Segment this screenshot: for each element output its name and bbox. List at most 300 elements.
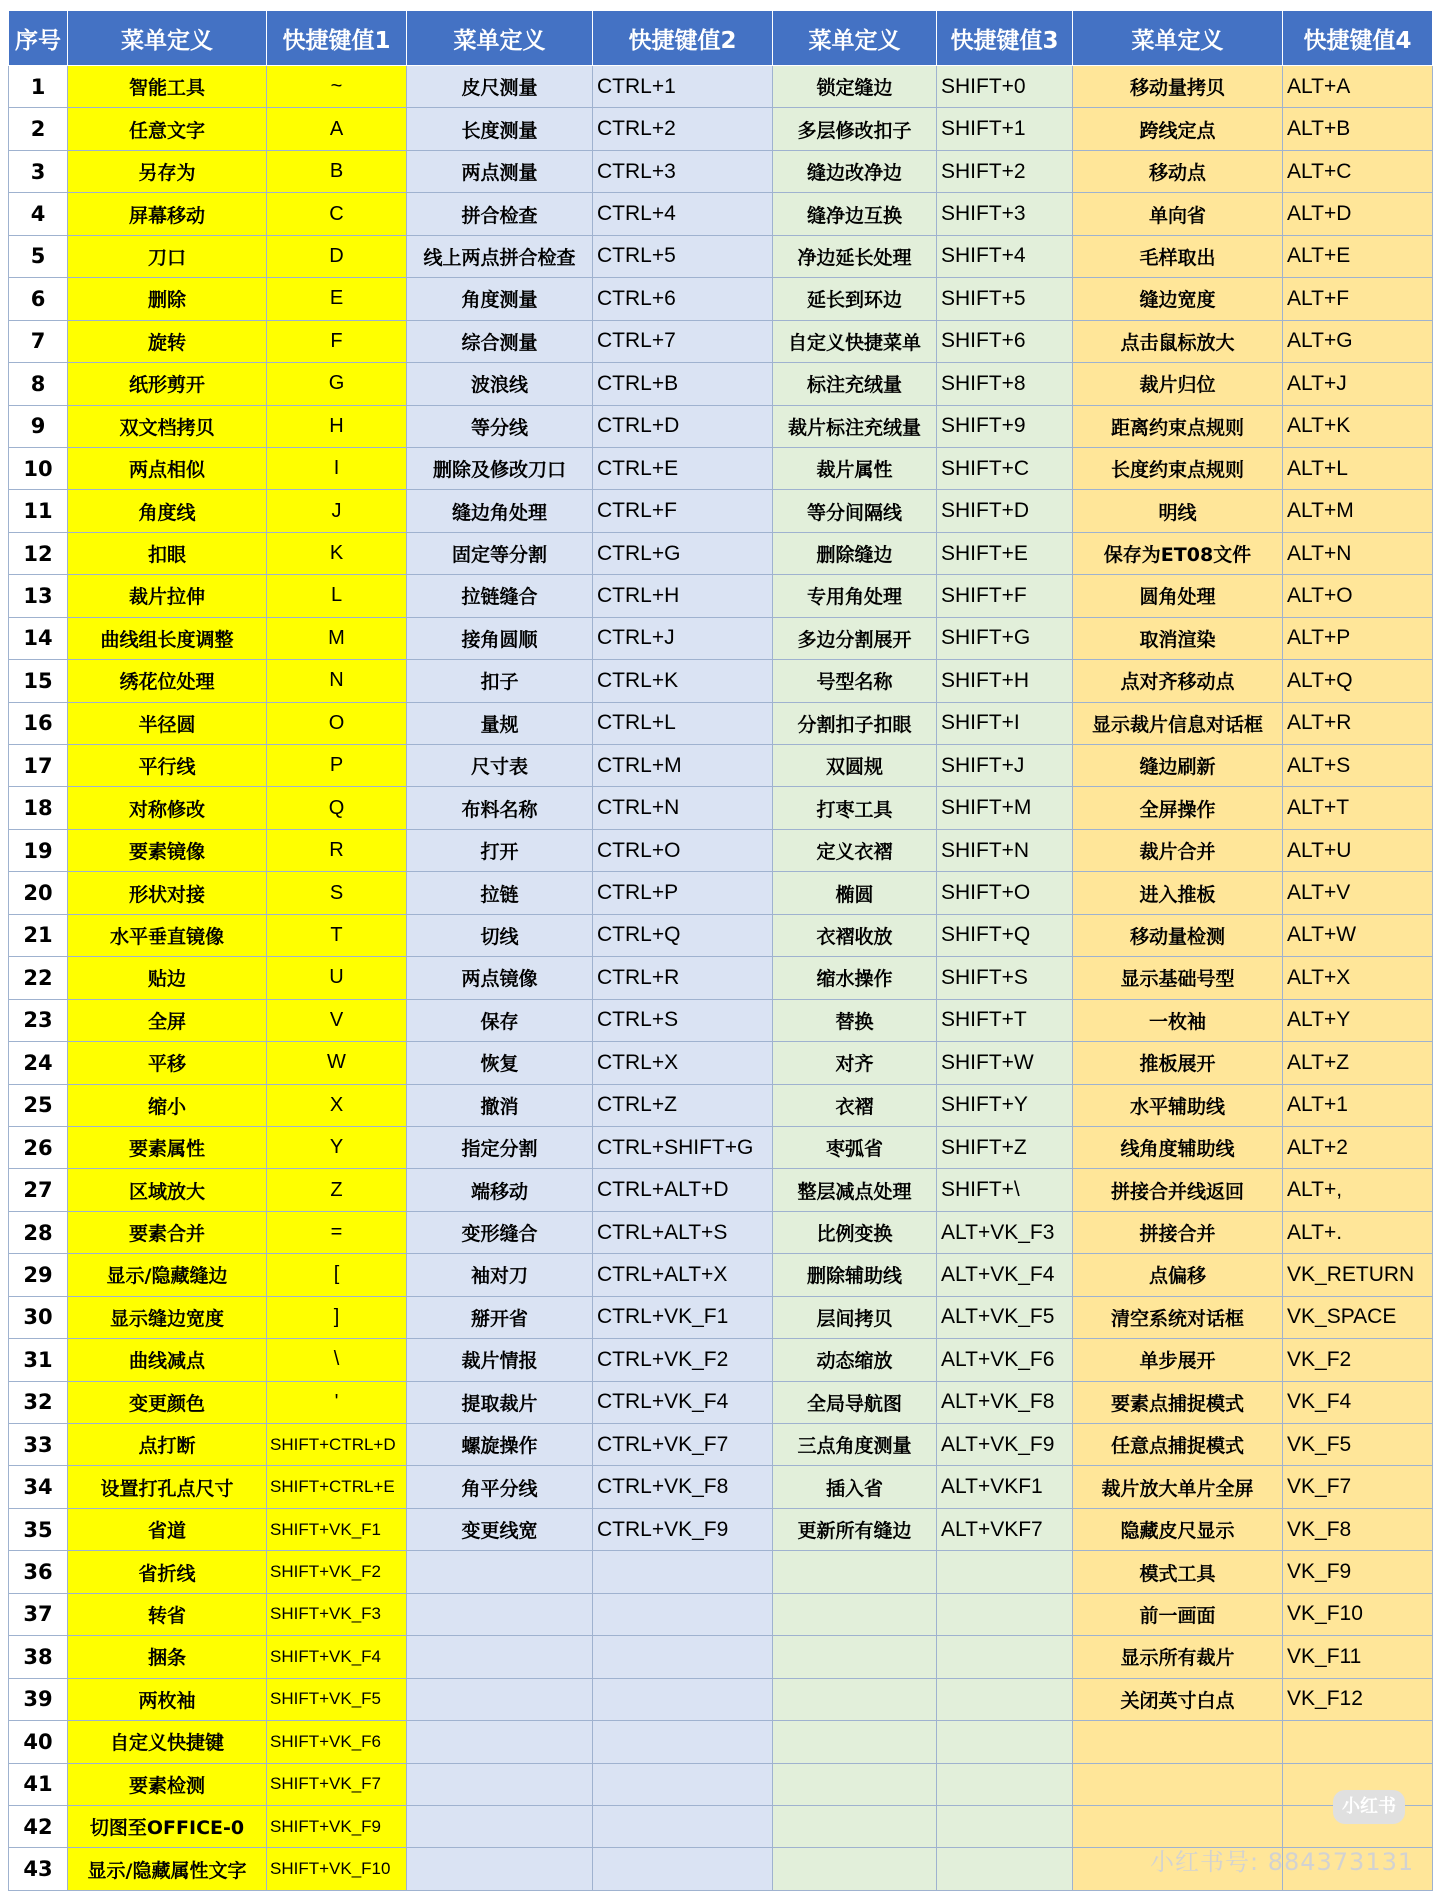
shortcut-1-cell: ~ xyxy=(267,66,407,108)
shortcut-2-cell: CTRL+B xyxy=(593,363,773,405)
menu-2-cell: 布料名称 xyxy=(407,787,593,829)
menu-3-cell: 专用角处理 xyxy=(773,575,937,617)
menu-3-cell: 多层修改扣子 xyxy=(773,108,937,150)
shortcut-2-cell: CTRL+ALT+D xyxy=(593,1169,773,1211)
menu-4-cell: 显示所有裁片 xyxy=(1073,1636,1283,1678)
shortcut-1-cell: SHIFT+VK_F1 xyxy=(267,1508,407,1550)
shortcut-3-cell: ALT+VK_F4 xyxy=(937,1254,1073,1296)
shortcut-4-cell: ALT+D xyxy=(1283,193,1433,235)
shortcut-3-cell: SHIFT+0 xyxy=(937,66,1073,108)
menu-4-cell: 要素点捕捉模式 xyxy=(1073,1381,1283,1423)
menu-2-cell: 固定等分割 xyxy=(407,532,593,574)
table-row xyxy=(9,957,1433,999)
table-row xyxy=(9,1084,1433,1126)
menu-4-cell: 清空系统对话框 xyxy=(1073,1296,1283,1338)
menu-3-cell: 删除辅助线 xyxy=(773,1254,937,1296)
shortcut-3-cell: ALT+VK_F6 xyxy=(937,1339,1073,1381)
shortcut-3-cell xyxy=(937,1636,1073,1678)
row-seq-cell: 5 xyxy=(9,235,68,277)
menu-4-cell: 移动点 xyxy=(1073,150,1283,192)
menu-4-cell: 拼接合并 xyxy=(1073,1211,1283,1253)
table-row xyxy=(9,872,1433,914)
shortcut-1-cell: ] xyxy=(267,1296,407,1338)
menu-2-cell xyxy=(407,1678,593,1720)
shortcut-3-cell: SHIFT+N xyxy=(937,829,1073,871)
menu-3-cell xyxy=(773,1848,937,1890)
table-row xyxy=(9,1381,1433,1423)
menu-1-cell: 点打断 xyxy=(68,1424,267,1466)
menu-4-cell xyxy=(1073,1721,1283,1763)
row-seq-cell: 17 xyxy=(9,745,68,787)
row-seq-cell: 29 xyxy=(9,1254,68,1296)
row-seq-cell: 23 xyxy=(9,999,68,1041)
table-row xyxy=(9,447,1433,489)
shortcut-1-cell: SHIFT+VK_F7 xyxy=(267,1763,407,1805)
menu-2-cell: 指定分割 xyxy=(407,1126,593,1168)
shortcut-3-cell: SHIFT+Q xyxy=(937,914,1073,956)
shortcut-1-cell: \ xyxy=(267,1339,407,1381)
menu-4-cell: 全屏操作 xyxy=(1073,787,1283,829)
shortcut-1-cell: L xyxy=(267,575,407,617)
menu-3-cell: 缝净边互换 xyxy=(773,193,937,235)
menu-4-cell: 线角度辅助线 xyxy=(1073,1126,1283,1168)
shortcut-4-cell: ALT+M xyxy=(1283,490,1433,532)
shortcut-3-cell xyxy=(937,1593,1073,1635)
menu-2-cell: 删除及修改刀口 xyxy=(407,447,593,489)
menu-1-cell: 显示/隐藏属性文字 xyxy=(68,1848,267,1890)
menu-2-cell: 变形缝合 xyxy=(407,1211,593,1253)
shortcut-4-cell: ALT+C xyxy=(1283,150,1433,192)
shortcut-3-cell: ALT+VK_F3 xyxy=(937,1211,1073,1253)
row-seq-cell: 38 xyxy=(9,1636,68,1678)
menu-4-cell: 缝边刷新 xyxy=(1073,745,1283,787)
menu-1-cell: 平移 xyxy=(68,1042,267,1084)
table-row xyxy=(9,1424,1433,1466)
shortcut-2-cell: CTRL+7 xyxy=(593,320,773,362)
shortcut-2-cell: CTRL+M xyxy=(593,745,773,787)
shortcut-1-cell: SHIFT+VK_F5 xyxy=(267,1678,407,1720)
shortcut-3-cell: SHIFT+3 xyxy=(937,193,1073,235)
table-row xyxy=(9,1721,1433,1763)
shortcut-4-cell: ALT+P xyxy=(1283,617,1433,659)
shortcut-3-cell: ALT+VK_F8 xyxy=(937,1381,1073,1423)
menu-1-cell: 捆条 xyxy=(68,1636,267,1678)
shortcut-4-cell: ALT+J xyxy=(1283,363,1433,405)
shortcut-2-cell: CTRL+VK_F1 xyxy=(593,1296,773,1338)
shortcut-1-cell: Q xyxy=(267,787,407,829)
menu-1-cell: 两枚袖 xyxy=(68,1678,267,1720)
shortcut-2-cell xyxy=(593,1593,773,1635)
menu-1-cell: 半径圆 xyxy=(68,702,267,744)
menu-2-cell xyxy=(407,1805,593,1847)
menu-3-cell: 插入省 xyxy=(773,1466,937,1508)
menu-2-cell: 缝边角处理 xyxy=(407,490,593,532)
shortcut-3-cell: SHIFT+8 xyxy=(937,363,1073,405)
shortcut-1-cell: C xyxy=(267,193,407,235)
shortcut-2-cell: CTRL+P xyxy=(593,872,773,914)
menu-2-cell: 掰开省 xyxy=(407,1296,593,1338)
row-seq-cell: 20 xyxy=(9,872,68,914)
shortcut-1-cell: V xyxy=(267,999,407,1041)
menu-1-cell: 曲线组长度调整 xyxy=(68,617,267,659)
menu-2-cell xyxy=(407,1721,593,1763)
menu-1-cell: 显示缝边宽度 xyxy=(68,1296,267,1338)
menu-2-cell: 综合测量 xyxy=(407,320,593,362)
menu-1-cell: 切图至OFFICE-0 xyxy=(68,1805,267,1847)
shortcut-1-cell: D xyxy=(267,235,407,277)
shortcut-4-cell: ALT+L xyxy=(1283,447,1433,489)
menu-3-cell: 缩水操作 xyxy=(773,957,937,999)
shortcut-2-cell xyxy=(593,1805,773,1847)
menu-2-cell: 扣子 xyxy=(407,660,593,702)
row-seq-cell: 26 xyxy=(9,1126,68,1168)
menu-3-cell: 更新所有缝边 xyxy=(773,1508,937,1550)
menu-4-cell: 拼接合并线返回 xyxy=(1073,1169,1283,1211)
header-key-1: 快捷键值1 xyxy=(267,11,407,66)
menu-2-cell: 量规 xyxy=(407,702,593,744)
menu-2-cell: 提取裁片 xyxy=(407,1381,593,1423)
shortcut-4-cell: ALT+N xyxy=(1283,532,1433,574)
shortcut-1-cell: B xyxy=(267,150,407,192)
shortcut-1-cell: U xyxy=(267,957,407,999)
row-seq-cell: 35 xyxy=(9,1508,68,1550)
menu-4-cell: 点击鼠标放大 xyxy=(1073,320,1283,362)
menu-4-cell: 显示裁片信息对话框 xyxy=(1073,702,1283,744)
table-row xyxy=(9,617,1433,659)
shortcut-3-cell: SHIFT+1 xyxy=(937,108,1073,150)
shortcut-1-cell: P xyxy=(267,745,407,787)
menu-1-cell: 缩小 xyxy=(68,1084,267,1126)
shortcut-3-cell: SHIFT+J xyxy=(937,745,1073,787)
menu-2-cell: 波浪线 xyxy=(407,363,593,405)
row-seq-cell: 12 xyxy=(9,532,68,574)
shortcut-2-cell: CTRL+2 xyxy=(593,108,773,150)
row-seq-cell: 25 xyxy=(9,1084,68,1126)
table-row xyxy=(9,532,1433,574)
shortcut-4-cell: ALT+U xyxy=(1283,829,1433,871)
menu-4-cell: 单步展开 xyxy=(1073,1339,1283,1381)
table-row xyxy=(9,1763,1433,1805)
shortcut-4-cell: ALT+F xyxy=(1283,278,1433,320)
shortcut-2-cell: CTRL+ALT+X xyxy=(593,1254,773,1296)
menu-2-cell: 尺寸表 xyxy=(407,745,593,787)
shortcut-3-cell: SHIFT+9 xyxy=(937,405,1073,447)
row-seq-cell: 30 xyxy=(9,1296,68,1338)
row-seq-cell: 36 xyxy=(9,1551,68,1593)
menu-1-cell: 扣眼 xyxy=(68,532,267,574)
shortcut-4-cell: VK_F7 xyxy=(1283,1466,1433,1508)
shortcut-table xyxy=(8,10,1433,1891)
menu-3-cell: 三点角度测量 xyxy=(773,1424,937,1466)
menu-2-cell: 长度测量 xyxy=(407,108,593,150)
table-row xyxy=(9,660,1433,702)
menu-1-cell: 旋转 xyxy=(68,320,267,362)
table-row xyxy=(9,1042,1433,1084)
shortcut-2-cell: CTRL+G xyxy=(593,532,773,574)
menu-4-cell: 毛样取出 xyxy=(1073,235,1283,277)
menu-3-cell: 标注充绒量 xyxy=(773,363,937,405)
table-row xyxy=(9,1593,1433,1635)
shortcut-2-cell: CTRL+Z xyxy=(593,1084,773,1126)
header-menu-1: 菜单定义 xyxy=(68,11,267,66)
shortcut-1-cell: M xyxy=(267,617,407,659)
table-row xyxy=(9,66,1433,108)
row-seq-cell: 32 xyxy=(9,1381,68,1423)
shortcut-2-cell: CTRL+H xyxy=(593,575,773,617)
shortcut-1-cell: X xyxy=(267,1084,407,1126)
shortcut-3-cell: SHIFT+S xyxy=(937,957,1073,999)
shortcut-4-cell: ALT+E xyxy=(1283,235,1433,277)
menu-1-cell: 省折线 xyxy=(68,1551,267,1593)
shortcut-4-cell: VK_F10 xyxy=(1283,1593,1433,1635)
shortcut-4-cell: ALT+V xyxy=(1283,872,1433,914)
menu-3-cell xyxy=(773,1805,937,1847)
shortcut-3-cell: SHIFT+\ xyxy=(937,1169,1073,1211)
table-row xyxy=(9,1466,1433,1508)
menu-2-cell: 保存 xyxy=(407,999,593,1041)
menu-4-cell: 推板展开 xyxy=(1073,1042,1283,1084)
shortcut-2-cell: CTRL+6 xyxy=(593,278,773,320)
table-row xyxy=(9,363,1433,405)
table-row xyxy=(9,1508,1433,1550)
row-seq-cell: 7 xyxy=(9,320,68,362)
menu-1-cell: 转省 xyxy=(68,1593,267,1635)
shortcut-3-cell xyxy=(937,1551,1073,1593)
shortcut-4-cell: ALT+, xyxy=(1283,1169,1433,1211)
shortcut-4-cell: ALT+K xyxy=(1283,405,1433,447)
menu-1-cell: 角度线 xyxy=(68,490,267,532)
menu-3-cell: 裁片标注充绒量 xyxy=(773,405,937,447)
menu-3-cell xyxy=(773,1721,937,1763)
shortcut-4-cell xyxy=(1283,1721,1433,1763)
menu-1-cell: 要素检测 xyxy=(68,1763,267,1805)
shortcut-3-cell: ALT+VK_F5 xyxy=(937,1296,1073,1338)
table-row xyxy=(9,1126,1433,1168)
menu-3-cell: 定义衣褶 xyxy=(773,829,937,871)
menu-3-cell: 双圆规 xyxy=(773,745,937,787)
menu-4-cell: 取消渲染 xyxy=(1073,617,1283,659)
menu-2-cell: 拉链缝合 xyxy=(407,575,593,617)
shortcut-3-cell xyxy=(937,1848,1073,1890)
menu-4-cell: 任意点捕捉模式 xyxy=(1073,1424,1283,1466)
row-seq-cell: 3 xyxy=(9,150,68,192)
menu-1-cell: 对称修改 xyxy=(68,787,267,829)
menu-4-cell: 一枚袖 xyxy=(1073,999,1283,1041)
row-seq-cell: 13 xyxy=(9,575,68,617)
menu-2-cell xyxy=(407,1636,593,1678)
menu-4-cell: 缝边宽度 xyxy=(1073,278,1283,320)
menu-2-cell: 袖对刀 xyxy=(407,1254,593,1296)
table-row xyxy=(9,150,1433,192)
header-menu-2: 菜单定义 xyxy=(407,11,593,66)
menu-1-cell: 裁片拉伸 xyxy=(68,575,267,617)
menu-3-cell xyxy=(773,1636,937,1678)
menu-2-cell: 等分线 xyxy=(407,405,593,447)
shortcut-2-cell: CTRL+K xyxy=(593,660,773,702)
menu-1-cell: 区域放大 xyxy=(68,1169,267,1211)
menu-3-cell: 锁定缝边 xyxy=(773,66,937,108)
menu-4-cell: 模式工具 xyxy=(1073,1551,1283,1593)
row-seq-cell: 33 xyxy=(9,1424,68,1466)
menu-2-cell xyxy=(407,1763,593,1805)
menu-1-cell: 屏幕移动 xyxy=(68,193,267,235)
menu-4-cell: 圆角处理 xyxy=(1073,575,1283,617)
shortcut-1-cell: W xyxy=(267,1042,407,1084)
shortcut-3-cell xyxy=(937,1678,1073,1720)
menu-2-cell: 接角圆顺 xyxy=(407,617,593,659)
menu-4-cell: 裁片放大单片全屏 xyxy=(1073,1466,1283,1508)
table-row xyxy=(9,745,1433,787)
shortcut-3-cell: SHIFT+G xyxy=(937,617,1073,659)
shortcut-1-cell: Y xyxy=(267,1126,407,1168)
shortcut-3-cell xyxy=(937,1805,1073,1847)
menu-2-cell: 撤消 xyxy=(407,1084,593,1126)
shortcut-4-cell: ALT+S xyxy=(1283,745,1433,787)
shortcut-1-cell: SHIFT+CTRL+E xyxy=(267,1466,407,1508)
row-seq-cell: 15 xyxy=(9,660,68,702)
shortcut-4-cell: ALT+. xyxy=(1283,1211,1433,1253)
shortcut-4-cell: ALT+A xyxy=(1283,66,1433,108)
shortcut-2-cell: CTRL+4 xyxy=(593,193,773,235)
shortcut-4-cell: ALT+W xyxy=(1283,914,1433,956)
header-menu-4: 菜单定义 xyxy=(1073,11,1283,66)
menu-4-cell: 保存为ET08文件 xyxy=(1073,532,1283,574)
row-seq-cell: 2 xyxy=(9,108,68,150)
menu-4-cell: 进入推板 xyxy=(1073,872,1283,914)
shortcut-3-cell xyxy=(937,1721,1073,1763)
shortcut-2-cell xyxy=(593,1721,773,1763)
shortcut-3-cell: SHIFT+M xyxy=(937,787,1073,829)
watermark: 小红书号: 884373131 xyxy=(1150,1848,1415,1876)
menu-3-cell: 等分间隔线 xyxy=(773,490,937,532)
shortcut-3-cell: SHIFT+O xyxy=(937,872,1073,914)
row-seq-cell: 4 xyxy=(9,193,68,235)
shortcut-3-cell xyxy=(937,1763,1073,1805)
shortcut-3-cell: SHIFT+H xyxy=(937,660,1073,702)
table-row xyxy=(9,1254,1433,1296)
menu-3-cell: 比例变换 xyxy=(773,1211,937,1253)
menu-4-cell: 移动量拷贝 xyxy=(1073,66,1283,108)
menu-2-cell: 角度测量 xyxy=(407,278,593,320)
menu-1-cell: 设置打孔点尺寸 xyxy=(68,1466,267,1508)
shortcut-3-cell: ALT+VKF1 xyxy=(937,1466,1073,1508)
menu-1-cell: 纸形剪开 xyxy=(68,363,267,405)
table-row xyxy=(9,1169,1433,1211)
menu-3-cell xyxy=(773,1551,937,1593)
menu-2-cell: 切线 xyxy=(407,914,593,956)
menu-3-cell: 替换 xyxy=(773,999,937,1041)
menu-3-cell: 删除缝边 xyxy=(773,532,937,574)
menu-2-cell: 变更线宽 xyxy=(407,1508,593,1550)
table-row xyxy=(9,235,1433,277)
menu-1-cell: 绣花位处理 xyxy=(68,660,267,702)
shortcut-2-cell: CTRL+O xyxy=(593,829,773,871)
shortcut-2-cell: CTRL+R xyxy=(593,957,773,999)
shortcut-4-cell: VK_SPACE xyxy=(1283,1296,1433,1338)
shortcut-3-cell: SHIFT+5 xyxy=(937,278,1073,320)
menu-4-cell: 显示基础号型 xyxy=(1073,957,1283,999)
shortcut-1-cell: T xyxy=(267,914,407,956)
menu-2-cell: 拉链 xyxy=(407,872,593,914)
shortcut-2-cell: CTRL+5 xyxy=(593,235,773,277)
shortcut-1-cell: G xyxy=(267,363,407,405)
menu-1-cell: 删除 xyxy=(68,278,267,320)
menu-1-cell: 要素属性 xyxy=(68,1126,267,1168)
shortcut-2-cell xyxy=(593,1551,773,1593)
table-row xyxy=(9,1339,1433,1381)
menu-4-cell: 裁片归位 xyxy=(1073,363,1283,405)
shortcut-2-cell xyxy=(593,1848,773,1890)
menu-1-cell: 刀口 xyxy=(68,235,267,277)
shortcut-3-cell: SHIFT+Y xyxy=(937,1084,1073,1126)
shortcut-2-cell: CTRL+3 xyxy=(593,150,773,192)
shortcut-4-cell: VK_F11 xyxy=(1283,1636,1433,1678)
table-row xyxy=(9,829,1433,871)
table-row xyxy=(9,1211,1433,1253)
menu-4-cell: 水平辅助线 xyxy=(1073,1084,1283,1126)
menu-1-cell: 任意文字 xyxy=(68,108,267,150)
shortcut-4-cell: ALT+G xyxy=(1283,320,1433,362)
menu-2-cell: 裁片情报 xyxy=(407,1339,593,1381)
table-row xyxy=(9,108,1433,150)
shortcut-1-cell: [ xyxy=(267,1254,407,1296)
menu-2-cell: 两点镜像 xyxy=(407,957,593,999)
shortcut-4-cell: VK_F8 xyxy=(1283,1508,1433,1550)
row-seq-cell: 27 xyxy=(9,1169,68,1211)
menu-1-cell: 要素合并 xyxy=(68,1211,267,1253)
shortcut-4-cell: ALT+Y xyxy=(1283,999,1433,1041)
row-seq-cell: 8 xyxy=(9,363,68,405)
shortcut-4-cell: ALT+X xyxy=(1283,957,1433,999)
shortcut-4-cell: ALT+B xyxy=(1283,108,1433,150)
menu-1-cell: 曲线减点 xyxy=(68,1339,267,1381)
menu-3-cell: 缝边改净边 xyxy=(773,150,937,192)
shortcut-3-cell: SHIFT+2 xyxy=(937,150,1073,192)
menu-3-cell xyxy=(773,1678,937,1720)
shortcut-3-cell: SHIFT+I xyxy=(937,702,1073,744)
menu-2-cell: 角平分线 xyxy=(407,1466,593,1508)
menu-2-cell: 恢复 xyxy=(407,1042,593,1084)
row-seq-cell: 41 xyxy=(9,1763,68,1805)
shortcut-1-cell: A xyxy=(267,108,407,150)
shortcut-1-cell: F xyxy=(267,320,407,362)
menu-2-cell xyxy=(407,1593,593,1635)
menu-1-cell: 另存为 xyxy=(68,150,267,192)
menu-2-cell xyxy=(407,1551,593,1593)
row-seq-cell: 21 xyxy=(9,914,68,956)
row-seq-cell: 1 xyxy=(9,66,68,108)
shortcut-3-cell: SHIFT+E xyxy=(937,532,1073,574)
shortcut-2-cell: CTRL+F xyxy=(593,490,773,532)
menu-1-cell: 平行线 xyxy=(68,745,267,787)
menu-4-cell: 隐藏皮尺显示 xyxy=(1073,1508,1283,1550)
menu-4-cell: 点偏移 xyxy=(1073,1254,1283,1296)
menu-2-cell: 皮尺测量 xyxy=(407,66,593,108)
row-seq-cell: 39 xyxy=(9,1678,68,1720)
shortcut-3-cell: SHIFT+4 xyxy=(937,235,1073,277)
header-key-4: 快捷键值4 xyxy=(1283,11,1433,66)
menu-1-cell: 双文档拷贝 xyxy=(68,405,267,447)
table-row xyxy=(9,914,1433,956)
menu-3-cell: 分割扣子扣眼 xyxy=(773,702,937,744)
shortcut-1-cell: O xyxy=(267,702,407,744)
menu-3-cell: 对齐 xyxy=(773,1042,937,1084)
shortcut-1-cell: SHIFT+VK_F9 xyxy=(267,1805,407,1847)
shortcut-2-cell xyxy=(593,1763,773,1805)
header-row xyxy=(9,11,1433,66)
menu-1-cell: 两点相似 xyxy=(68,447,267,489)
row-seq-cell: 22 xyxy=(9,957,68,999)
